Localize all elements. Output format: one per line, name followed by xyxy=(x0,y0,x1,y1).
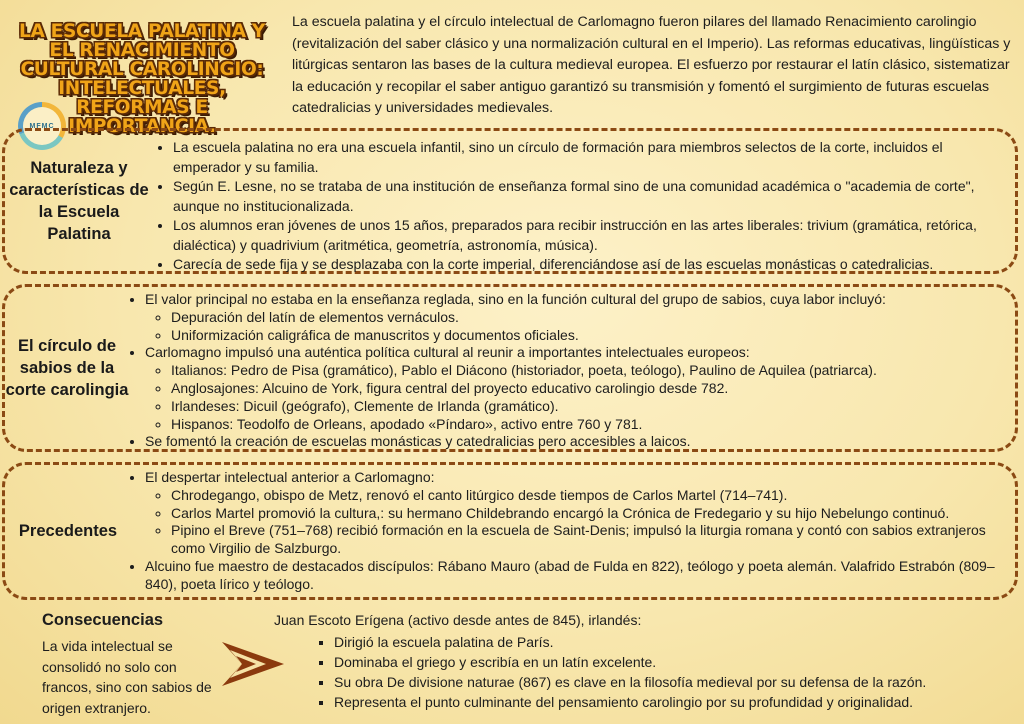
section-naturaleza xyxy=(2,128,1018,274)
list-item: • Los alumnos eran jóvenes de unos 15 años, preparados para recibir instrucción en las artes liberales: trivium (gramática, retórica, dialéctica) y quadrivium (aritmética, geometría, astronomía, música). xyxy=(173,216,1008,255)
list-item: • El despertar intelectual anterior a Carlomagno: ◦ Chrodegango, obispo de Metz, renovó el canto litúrgico desde tiempos de Carlos Martel (714–741). ◦ Carlos Martel promovió la cultura,: su hermano Childebrando encargó la Crónica de Fredegario y su hijo Nebelungo continuó. ◦ Pipino el Breve (751–768) recibió formación en la escuela de Saint-Denis; impulsó la liturgia romana y contó con sabios extranjeros como Virgilio de Salzburgo. xyxy=(145,469,1017,558)
section-circulo-sabios xyxy=(2,284,1018,452)
sub-list-item: ◦ Anglosajones: Alcuino de York, figura central del proyecto educativo carolingio desde 782. xyxy=(171,380,1015,398)
list-item: ▪ Dominaba el griego y escribía en un latín excelente. xyxy=(334,652,1017,672)
list-item: • Según E. Lesne, no se trataba de una institución de enseñanza formal sino de una comunidad académica o "academia de corte", aunque no institucionalizada. xyxy=(173,177,1008,216)
list-item: • Alcuino fue maestro de destacados discípulos: Rábano Mauro (abad de Fulda en 822), teólogo y poeta alemán. Valafrido Estrabón (809–840), poeta lírico y teólogo. xyxy=(145,558,1017,594)
page-title: LA ESCUELA PALATINA Y EL RENACIMIENTO CULTURAL CAROLINGIO: INTELECTUALES, REFORMAS E IMPORTANCIA. xyxy=(19,21,265,137)
consequences-title: Consecuencias xyxy=(42,611,164,629)
list-item: ▪ Su obra De divisione naturae (867) es clave en la filosofía medieval por su defensa de la razón. xyxy=(334,672,1017,692)
sub-list-item: ◦ Hispanos: Teodolfo de Orleans, apodado «Píndaro», activo entre 760 y 781. xyxy=(171,416,1015,434)
logo-text: MFMC xyxy=(23,107,61,145)
list-item: • Se fomentó la creación de escuelas monásticas y catedralicias pero accesibles a laicos. xyxy=(145,433,1015,451)
section-label-naturaleza: Naturaleza y características de la Escuela Palatina xyxy=(9,159,149,243)
list-item: ▪ Dirigió la escuela palatina de París. xyxy=(334,632,1017,652)
arrow-right-icon xyxy=(220,638,286,690)
section-label-circulo: El círculo de sabios de la corte carolingia xyxy=(5,337,129,399)
list-item: • La escuela palatina no era una escuela infantil, sino un círculo de formación para miembros selectos de la corte, incluidos el emperador y su familia. xyxy=(173,138,1008,177)
intro-paragraph: La escuela palatina y el círculo intelectual de Carlomagno fueron pilares del llamado Renacimiento carolingio (revitalización del saber clásico y una normalización cultural en el Imperio). Las reformas educativas, lingüísticas y litúrgicas sentaron las bases de la cultura medieval europea. El esfuerzo por restaurar el latín clásico, sistematizar la educación y recopilar el saber antiguo garantizó su transmisión y fomentó el surgimiento de futuras escuelas catedralicias y universidades medievales. xyxy=(292,14,1011,116)
list-item: • El valor principal no estaba en la enseñanza reglada, sino en la función cultural del grupo de sabios, cuya labor incluyó: ◦ Depuración del latín de elementos vernáculos. ◦ Uniformización caligráfica de manuscritos y documentos oficiales. xyxy=(145,291,1015,344)
sub-list-item: ◦ Uniformización caligráfica de manuscritos y documentos oficiales. xyxy=(171,327,1015,345)
sub-list-item: ◦ Pipino el Breve (751–768) recibió formación en la escuela de Saint-Denis; impulsó la liturgia romana y contó con sabios extranjeros como Virgilio de Salzburgo. xyxy=(171,522,1017,558)
list-item: • Carlomagno impulsó una auténtica política cultural al reunir a importantes intelectuales europeos: ◦ Italianos: Pedro de Pisa (gramático), Pablo el Diácono (historiador, poeta, teólogo), Paulino de Aquilea (patriarca). ◦ Anglosajones: Alcuino de York, figura central del proyecto educativo carolingio desde 782. ◦ Irlandeses: Dicuil (geógrafo), Clemente de Irlanda (gramático). ◦ Hispanos: Teodolfo de Orleans, apodado «Píndaro», activo entre 760 y 781. xyxy=(145,344,1015,433)
list-item: ▪ Representa el punto culminante del pensamiento carolingio por su profundidad y originalidad. xyxy=(334,692,1017,712)
section-precedentes xyxy=(2,462,1018,600)
sub-list-item: ◦ Italianos: Pedro de Pisa (gramático), Pablo el Diácono (historiador, poeta, teólogo), Paulino de Aquilea (patriarca). xyxy=(171,362,1015,380)
sub-list-item: ◦ Irlandeses: Dicuil (geógrafo), Clemente de Irlanda (gramático). xyxy=(171,398,1015,416)
consequences-text: La vida intelectual se consolidó no solo con francos, sino con sabios de origen extranjero. xyxy=(42,638,212,716)
sub-list-item: ◦ Chrodegango, obispo de Metz, renovó el canto litúrgico desde tiempos de Carlos Martel (714–741). xyxy=(171,487,1017,505)
juan-escoto-heading: Juan Escoto Erígena (activo desde antes de 845), irlandés: xyxy=(274,612,642,628)
list-item: • Carecía de sede fija y se desplazaba con la corte imperial, diferenciándose así de las escuelas monásticas o catedralicias. xyxy=(173,255,1008,275)
sub-list-item: ◦ Depuración del latín de elementos vernáculos. xyxy=(171,309,1015,327)
sub-list-item: ◦ Carlos Martel promovió la cultura,: su hermano Childebrando encargó la Crónica de Fredegario y su hijo Nebelungo continuó. xyxy=(171,505,1017,523)
section-label-precedentes: Precedentes xyxy=(18,522,118,540)
